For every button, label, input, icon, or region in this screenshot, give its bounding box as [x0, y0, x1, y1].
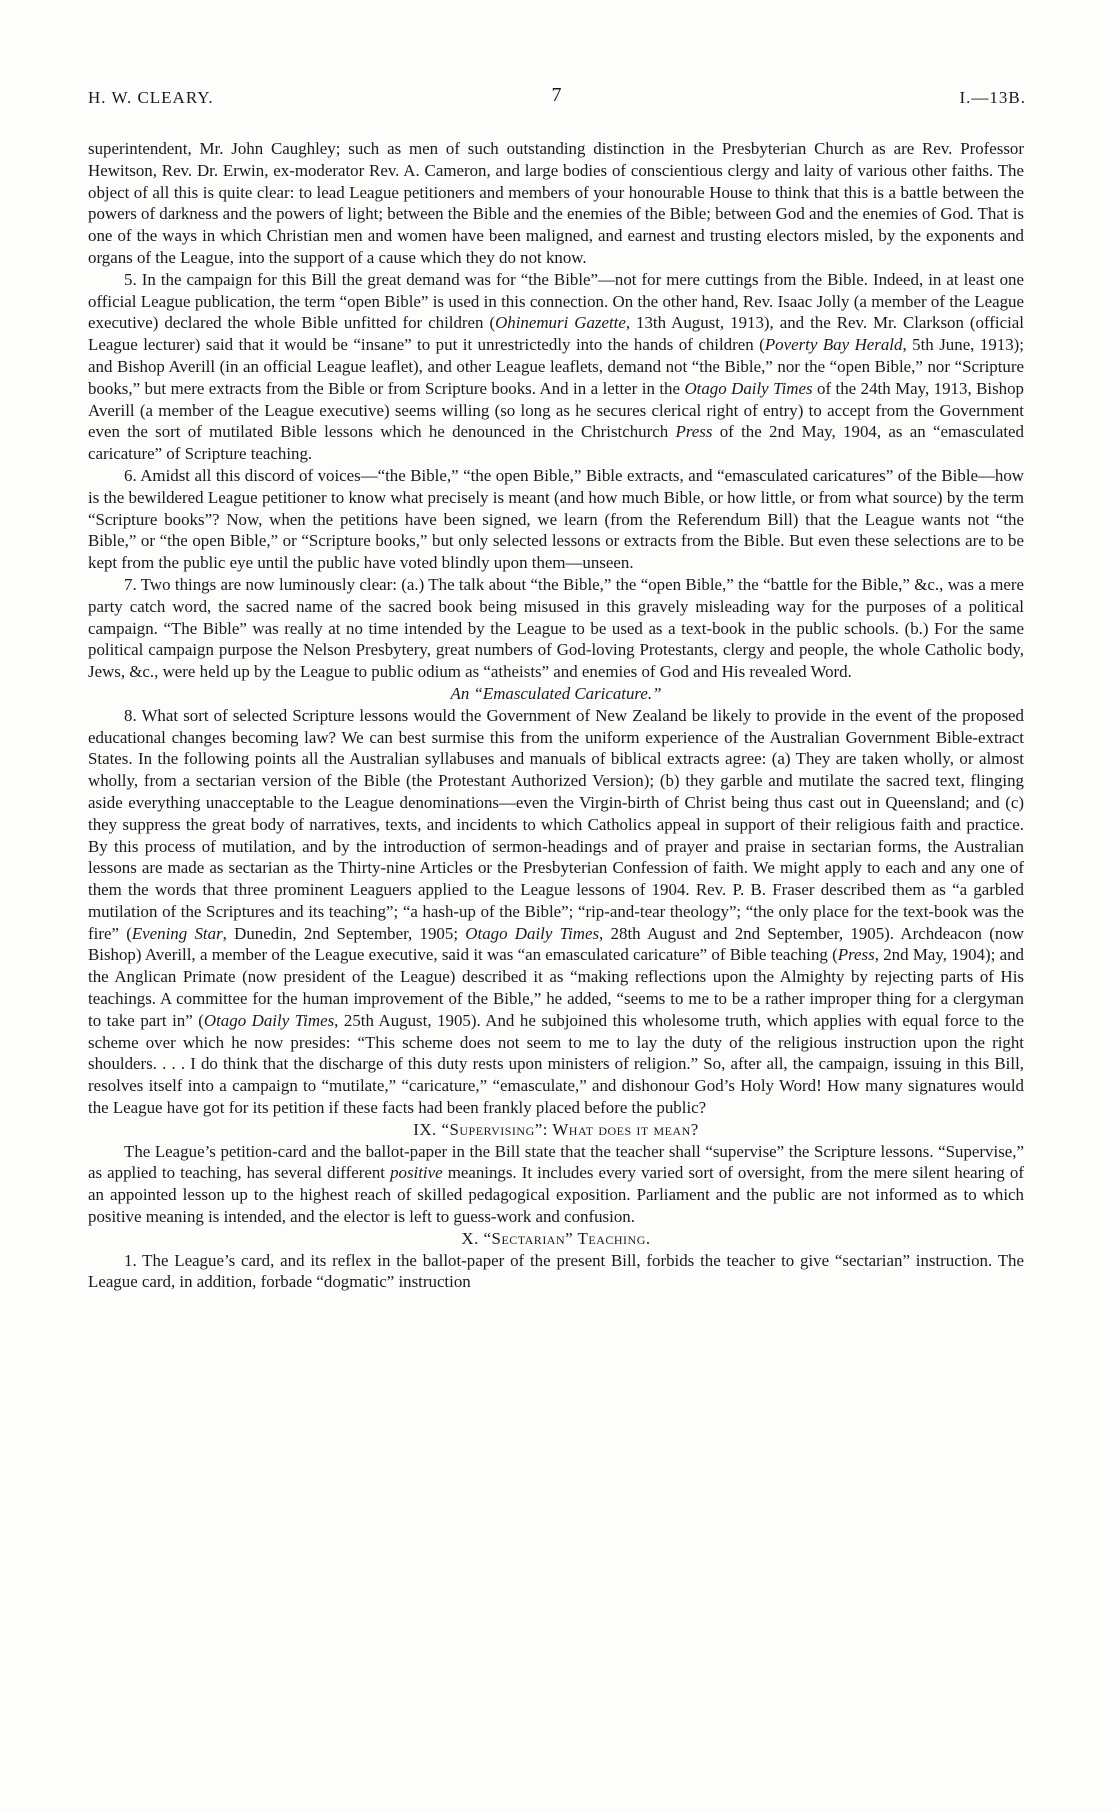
- header-author: H. W. CLEARY.: [88, 88, 214, 107]
- paragraph-5: 5. In the campaign for this Bill the great demand was for “the Bible”—not for mere cuttings from the Bible. Indeed, in at least one official League publication, the term “open Bible” is used in this connection. On the other hand, Rev. Isaac Jolly (a member of the League executive) declared the whole Bible unfitted for children (Ohinemuri Gazette, 13th August, 1913), and the Rev. Mr. Clarkson (official League lecturer) said that it would be “insane” to put it unrestrictedly into the hands of children (Poverty Bay Herald, 5th June, 1913); and Bishop Averill (in an official League leaflet), and other League leaflets, demand not “the Bible,” nor the “open Bible,” nor “Scripture books,” but mere extracts from the Bible or from Scripture books. And in a letter in the Otago Daily Times of the 24th May, 1913, Bishop Averill (a member of the League executive) seems willing (so long as he secures clerical right of entry) to accept from the Government even the sort of mutilated Bible lessons which he denounced in the Christchurch Press of the 2nd May, 1904, as an “emasculated caricature” of Scripture teaching.: [88, 269, 1024, 464]
- paragraph-supervising: The League’s petition-card and the ballot-paper in the Bill state that the teacher shall “supervise” the Scripture lessons. “Supervise,” as applied to teaching, has several different positive meanings. It includes every varied sort of oversight, from the mere silent hearing of an appointed lesson up to the highest reach of skilled pedagogical exposition. Parliament and the public are not informed as to which positive meaning is intended, and the elector is left to guess-work and confusion.: [88, 1141, 1024, 1227]
- section-heading-ix: IX. “Supervising”: What does it mean?: [413, 1119, 699, 1139]
- page-number: 7: [551, 84, 563, 106]
- subheading-emasculated-caricature: An “Emasculated Caricature.”: [450, 683, 662, 703]
- section-heading-x: X. “Sectarian” Teaching.: [461, 1228, 651, 1248]
- document-body: [88, 138, 1024, 1293]
- paragraph-7: 7. Two things are now luminously clear: (a.) The talk about “the Bible,” the “open Bible,” the “battle for the Bible,” &c., was a mere party catch word, the sacred name of the sacred book being misused in this gravely misleading way for the purposes of a political campaign. “The Bible” was really at no time intended by the League to be used as a text-book in the public schools. (b.) For the same political campaign purpose the Nelson Presbytery, great numbers of God-loving Protestants, clergy and people, the whole Catholic body, Jews, &c., were held up by the League to public odium as “atheists” and enemies of God and His revealed Word.: [88, 574, 1024, 682]
- paragraph-8: 8. What sort of selected Scripture lessons would the Government of New Zealand be likely to provide in the event of the proposed educational changes becoming law? We can best surmise this from the uniform experience of the Australian Government Bible-extract States. In the following points all the Australian syllabuses and manuals of biblical extracts agree: (a) They are taken wholly, or almost wholly, from a sectarian version of the Bible (the Protestant Authorized Version); (b) they garble and mutilate the sacred text, flinging aside everything unacceptable to the League denominations—even the Virgin-birth of Christ being thus cast out in Queensland; and (c) they suppress the great body of narratives, texts, and incidents to which Catholics appeal in support of their religious faith and practice. By this process of mutilation, and by the introduction of sermon-headings and of prayer and praise in sectarian forms, the Australian lessons are made as sectarian as the Thirty-nine Articles or the Presbyterian Confession of faith. We might apply to each and any one of them the words that three prominent Leaguers applied to the League lessons of 1904. Rev. P. B. Fraser described them as “a garbled mutilation of the Scriptures and its teaching”; “a hash-up of the Bible”; “rip-and-tear theology”; “the only place for the text-book was the fire” (Evening Star, Dunedin, 2nd September, 1905; Otago Daily Times, 28th August and 2nd September, 1905). Archdeacon (now Bishop) Averill, a member of the League executive, said it was “an emasculated caricature” of Bible teaching (Press, 2nd May, 1904); and the Anglican Primate (now president of the League) described it as “making reflections upon the Almighty by rejecting parts of His teachings. A committee for the human improvement of the Bible,” he added, “seems to me to be a rather improper thing for a clergyman to take part in” (Otago Daily Times, 25th August, 1905). And he subjoined this wholesome truth, which applies with equal force to the scheme over which he now presides: “This scheme does not seem to me to lay the duty of the religious instruction upon the right shoulders. . . . I do think that the discharge of this duty rests upon ministers of religion.” So, after all, the campaign, issuing in this Bill, resolves itself into a campaign to “mutilate,” “caricature,” “emasculate,” and dishonour God’s Holy Word! How many signatures would the League have got for its petition if these facts had been frankly placed before the public?: [88, 705, 1024, 1118]
- paragraph-6: 6. Amidst all this discord of voices—“the Bible,” “the open Bible,” Bible extracts, and “emasculated caricatures” of the Bible—how is the bewildered League petitioner to know what precisely is meant (and how much Bible, or how little, or from what source) by the term “Scripture books”? Now, when the petitions have been signed, we learn (from the Referendum Bill) that the League wants not “the Bible,” or “the open Bible,” or “Scripture books,” but only selected lessons or extracts from the Bible. But even these selections are to be kept from the public eye until the public have voted blindly upon them—unseen.: [88, 465, 1024, 573]
- header-reference: I.—13B.: [959, 88, 1026, 107]
- paragraph-sectarian-1: 1. The League’s card, and its reflex in the ballot-paper of the present Bill, forbids the teacher to give “sectarian” instruction. The League card, in addition, forbade “dogmatic” instruction: [88, 1250, 1024, 1292]
- paragraph-continued: superintendent, Mr. John Caughley; such as men of such outstanding distinction in the Presbyterian Church as are Rev. Professor Hewitson, Rev. Dr. Erwin, ex-moderator Rev. A. Cameron, and large bodies of conscientious clergy and laity of various other faiths. The object of all this is quite clear: to lead League petitioners and members of your honourable House to think that this is a battle between the powers of darkness and the powers of light; between the Bible and the enemies of the Bible; between God and the enemies of God. That is one of the ways in which Christian men and women have been maligned, and earnest and trusting electors misled, by the exponents and organs of the League, into the support of a cause which they do not know.: [88, 139, 1024, 267]
